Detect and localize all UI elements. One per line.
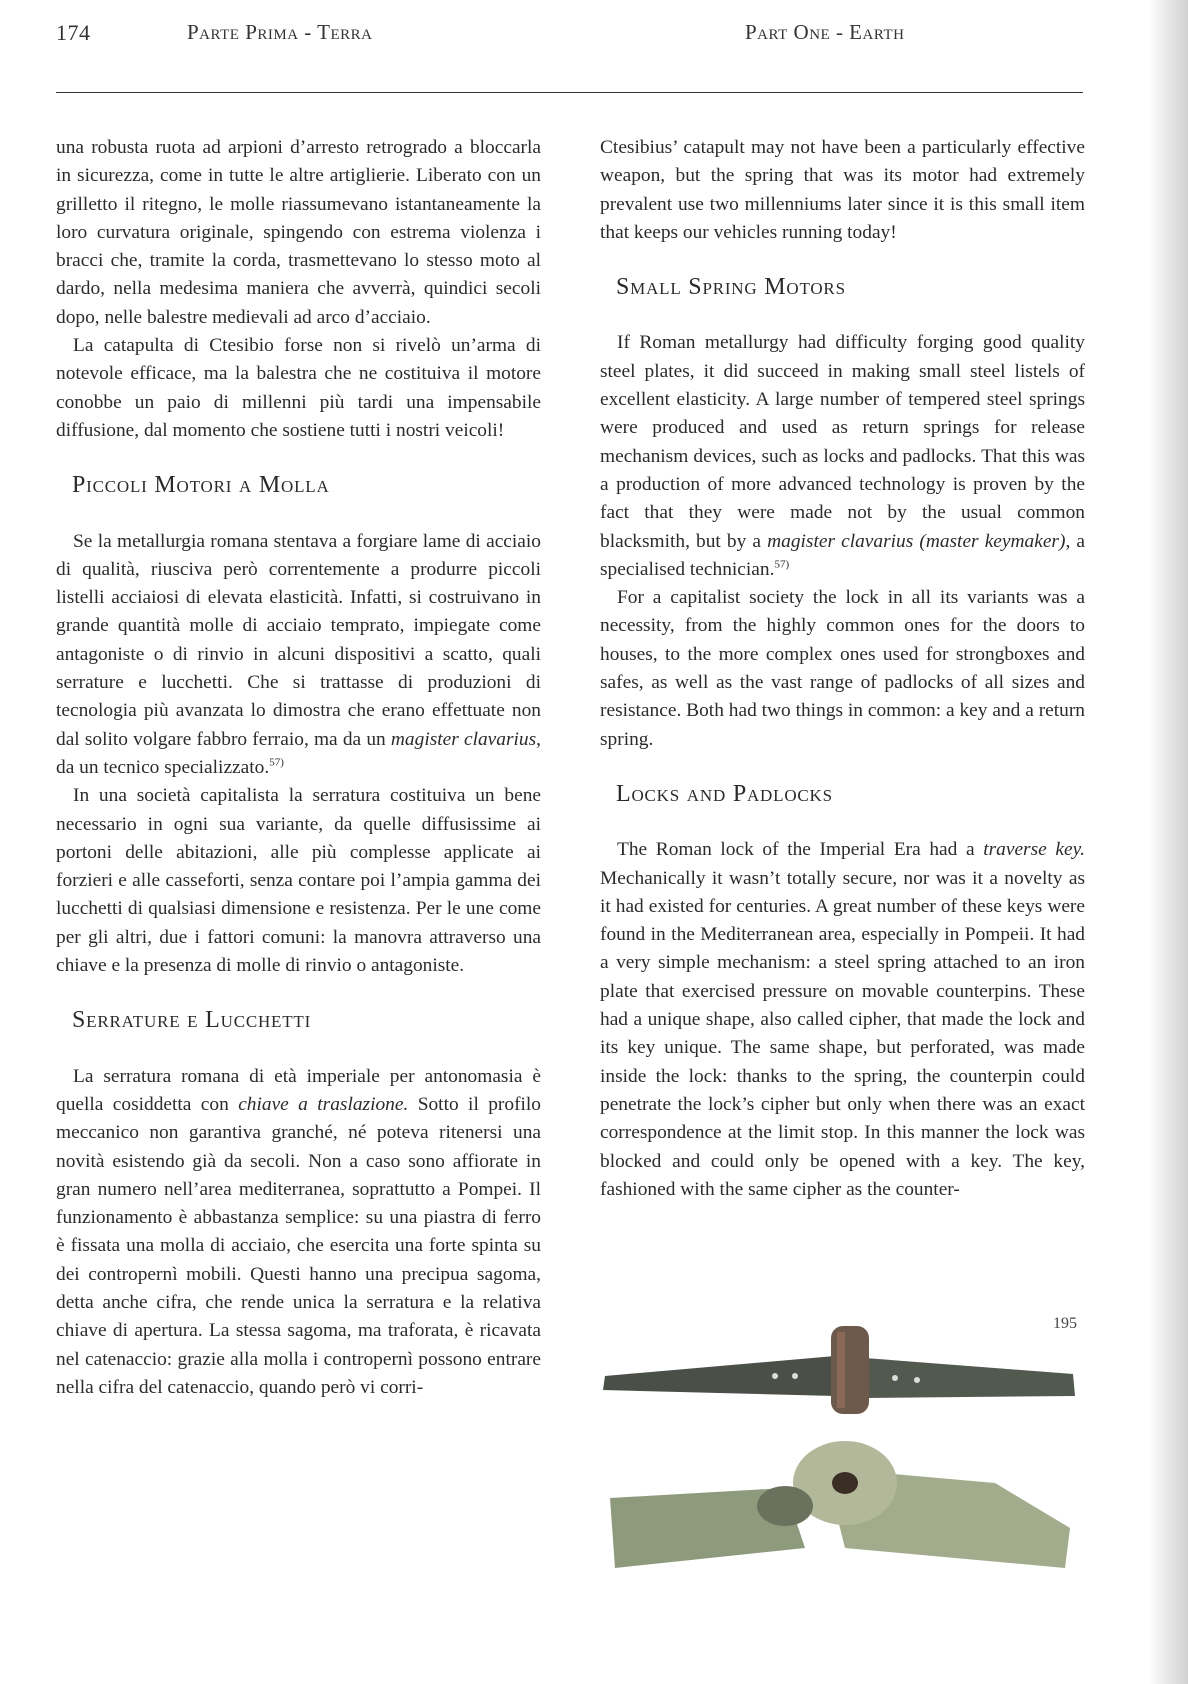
- footnote-ref: 57): [774, 558, 790, 571]
- italian-heading-locks: Serrature e Lucchetti: [72, 1007, 312, 1034]
- italian-paragraph-3: Se la metallurgia romana stentava a forgiare lame di acciaio di qualità, riusciva però correntemente a produrre piccoli listelli acciaiosi di elevata elasticità. Infatti, si costruivano in grande quantità molle di acciaio temprato, impiegate come antagoniste o di rinvio in alcuni dispositivi a scatto, quali serrature e lucchetti. Che si trattasse di produzioni di tecnologia più avanzata lo dimostra che erano effettuate non dal solito volgare fabbro ferraio, ma da un magister clavarius, da un tecnico specializzato.$^{57)}$: [56, 530, 541, 778]
- italian-paragraph-4: In una società capitalista la serratura costituiva un bene necessario in ogni sua variante, da quelle diffusissime ai portoni delle abitazioni, alle più complesse applicate ai forzieri e alle casseforti, senza contare poi l’ampia gamma dei lucchetti di qualsiasi dimensione e resistenza. Per le une come per gli altri, due i fattori comuni: la manovra attraverso una chiave e la presenza di molle di rinvio o antagoniste.: [56, 785, 541, 977]
- english-heading-locks: Locks and Padlocks: [616, 780, 833, 807]
- hinge-photo-2: [595, 1428, 1085, 1578]
- page-edge-shadow: [1148, 0, 1188, 1684]
- english-paragraph-3: For a capitalist society the lock in all its variants was a necessity, from the highly common ones for the doors to houses, to the more complex ones used for strongboxes and safes, as well as the vast range of padlocks of all sizes and resistance. Both had two things in common: a key and a return spring.: [600, 587, 1085, 750]
- english-paragraph-1: Ctesibius’ catapult may not have been a particularly effective weapon, but the spring that was its motor had extremely prevalent use two millenniums later since it is this small item that keeps our vehicles running today!: [600, 137, 1085, 243]
- plate-number: 195: [1053, 1315, 1077, 1332]
- footnote-ref: 57): [269, 756, 284, 769]
- page-number: 174: [56, 20, 91, 45]
- italian-heading-spring-motors: Piccoli Motori a Molla: [72, 472, 330, 499]
- italian-paragraph-5: La serratura romana di età imperiale per antonomasia è quella cosiddetta con chiave a traslazione. Sotto il profilo meccanico non garantiva granché, né poteva ritenersi una novità esistendo già da secoli. Non a caso sono affiorate in gran numero nell’area mediterranea, soprattutto a Pompei. Il funzionamento è abbastanza semplice: su una piastra di ferro è fissata una molla di acciaio, che esercita una forte spinta su dei contropernì mobili. Questi hanno una precipua sagoma, detta anche cifra, che rende unica la serratura e la relativa chiave di apertura. La stessa sagoma, ma traforata, è ricavata nel catenaccio: grazie alla molla i contropernì possono entrare nella cifra del catenaccio, quando però vi corri-: [56, 1065, 541, 1398]
- english-paragraph-2: If Roman metallurgy had difficulty forging good quality steel plates, it did succeed in making small steel listels of excellent elasticity. A large number of tempered steel springs were produced and used as return springs for release mechanism devices, such as locks and padlocks. That this was a production of more advanced technology is proven by the fact that they were made not by the usual common blacksmith, but by a magister clavarius (master keymaker), a specialised technician.$^{57)}$: [600, 332, 1085, 580]
- running-header-english: Part One - Earth: [745, 20, 905, 44]
- running-header-italian: Parte Prima - Terra: [187, 20, 373, 44]
- english-heading-spring-motors: Small Spring Motors: [616, 274, 846, 301]
- italian-paragraph-2: La catapulta di Ctesibio forse non si rivelò un’arma di notevole efficace, ma la balestra che ne costituiva il motore conobbe un paio di millenni più tardi una impensabile diffusione, dal momento che sostiene tutti i nostri veicoli!: [56, 335, 541, 441]
- hinge-knuckle: [831, 1326, 869, 1414]
- hinge-photo-1: [595, 1318, 1085, 1430]
- italian-paragraph-1: una robusta ruota ad arpioni d’arresto retrogrado a bloccarla in sicurezza, come in tutte le altre artiglierie. Liberato con un grilletto il ritegno, le molle riassumevano istantaneamente la loro curvatura originale, spingendo con estrema violenza i bracci che, tramite la corda, trasmettevano lo stesso moto al dardo, nella medesima maniera che avverrà, quindici secoli dopo, nelle balestre medievali ad arco d’acciaio.: [56, 137, 541, 328]
- english-column: [600, 134, 1085, 1204]
- italian-column: [56, 134, 541, 1402]
- hinge-leaf-left: [603, 1356, 835, 1396]
- header-rule: [56, 92, 1083, 93]
- english-paragraph-4: The Roman lock of the Imperial Era had a traverse key. Mechanically it wasn’t totally secure, nor was it a novelty as it had existed for centuries. A great number of these keys were found in the Mediterranean area, especially in Pompeii. It had a very simple mechanism: a steel spring attached to an iron plate that exercised pressure on movable counterpins. These had a unique shape, also called cipher, that made the lock and its key unique. The same shape, but perforated, was made inside the lock: thanks to the spring, the counterpin could penetrate the lock’s cipher but only when there was an exact correspondence at the limit stop. In this manner the lock was blocked and could only be opened with a key. The key, fashioned with the same cipher as the counter-: [600, 839, 1085, 1200]
